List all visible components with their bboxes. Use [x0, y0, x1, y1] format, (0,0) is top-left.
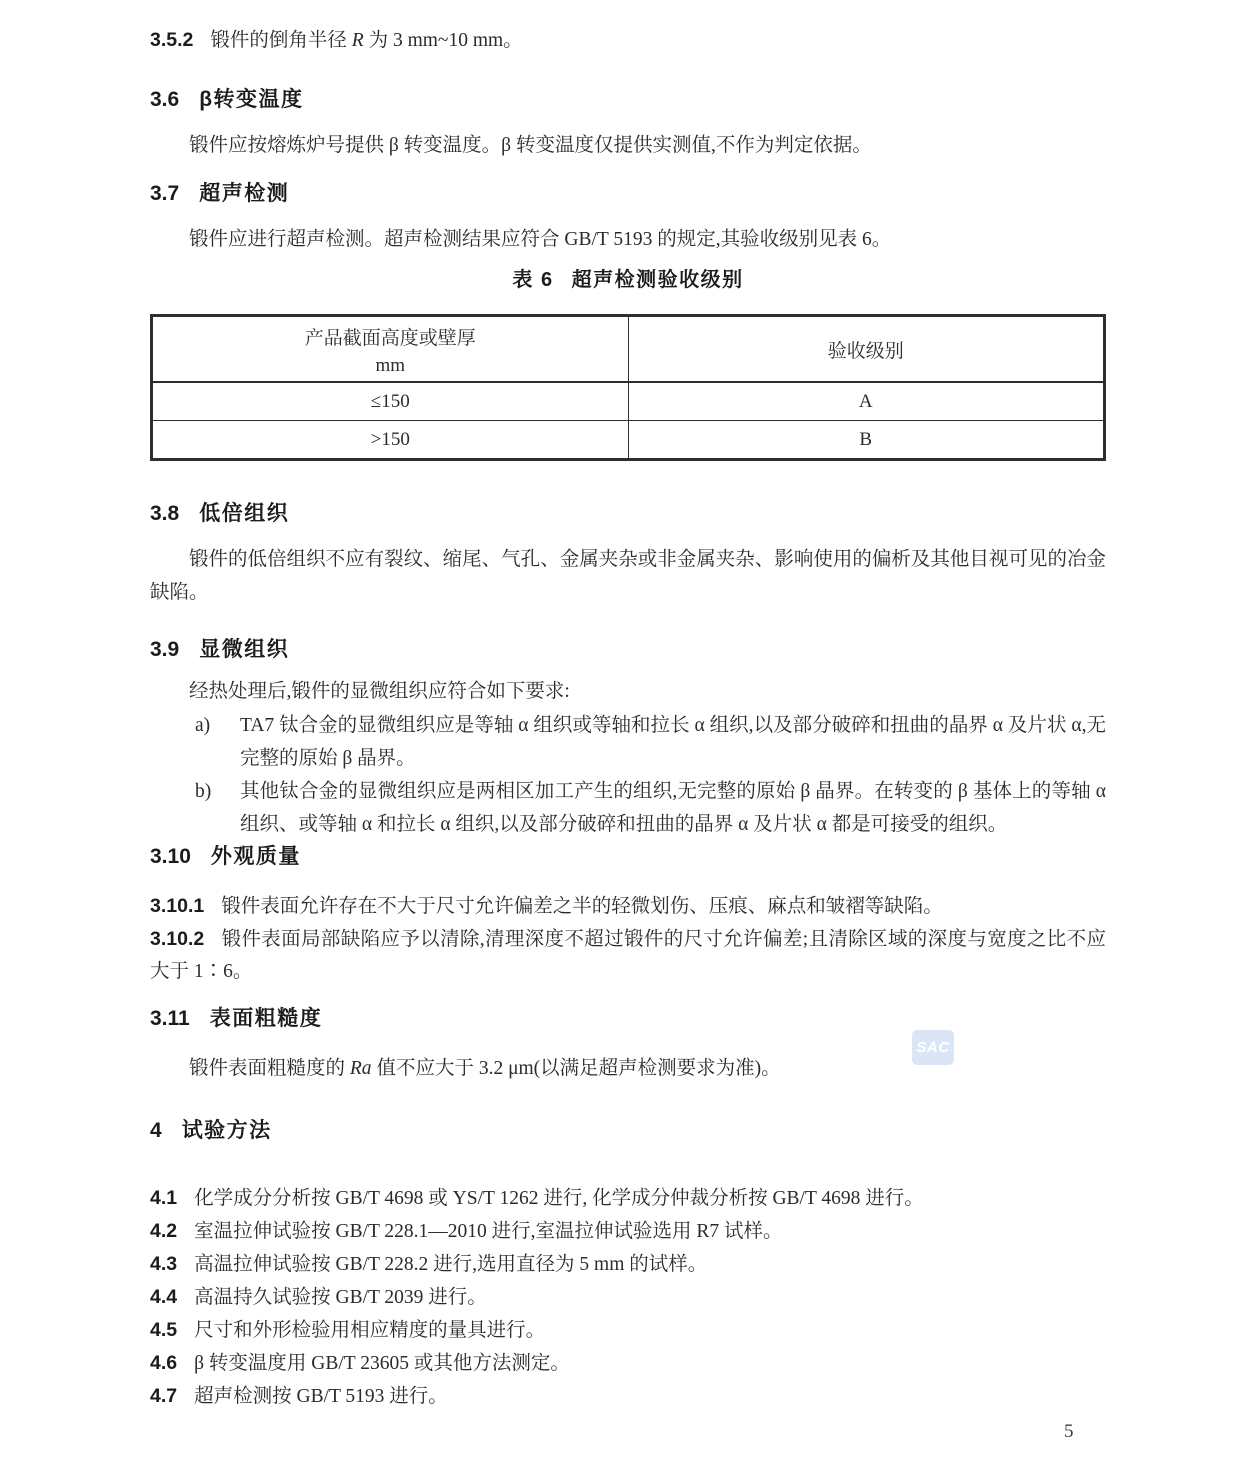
heading-number: 3.10	[150, 845, 191, 868]
clause-number: 4.7	[150, 1385, 178, 1407]
cell-grade-2: B	[628, 421, 1105, 460]
heading-3-8	[150, 501, 1106, 527]
heading-number: 3.9	[150, 638, 180, 661]
table-6-caption	[150, 267, 1106, 293]
heading-number: 3.6	[150, 88, 180, 111]
clause-4-5	[150, 1314, 1106, 1347]
table-caption-title: 超声检测验收级别	[571, 269, 744, 291]
heading-number: 3.11	[150, 1007, 190, 1030]
clause-text-pre: 锻件的倒角半径	[210, 30, 352, 51]
clause-4-1	[150, 1182, 1106, 1215]
clause-text: 室温拉伸试验按 GB/T 228.1—2010 进行,室温拉伸试验选用 R7 试样。	[194, 1221, 783, 1242]
clause-text-post: 为 3 mm~10 mm。	[363, 30, 523, 51]
clause-text: β 转变温度用 GB/T 23605 或其他方法测定。	[194, 1353, 570, 1374]
clause-4-7	[150, 1380, 1106, 1413]
clause-text	[210, 30, 522, 51]
clause-text: 尺寸和外形检验用相应精度的量具进行。	[194, 1320, 546, 1341]
cell-grade-1: A	[628, 382, 1105, 421]
table-header-row	[152, 316, 1105, 383]
list-item-b	[195, 775, 1106, 841]
heading-title: 试验方法	[181, 1119, 272, 1142]
para-3-7: 锻件应进行超声检测。超声检测结果应符合 GB/T 5193 的规定,其验收级别见表 6。	[189, 229, 892, 250]
para-text-post: 值不应大于 3.2 μm(以满足超声检测要求为准)。	[371, 1058, 781, 1079]
clause-3-5-2	[150, 24, 1106, 57]
clause-4-4	[150, 1281, 1106, 1314]
table-header-col2: 验收级别	[628, 316, 1105, 383]
variable-R: R	[351, 30, 364, 51]
heading-4	[150, 1118, 1106, 1144]
heading-title: 超声检测	[199, 182, 290, 205]
list-item-a	[195, 709, 1106, 775]
para-3-8: 锻件的低倍组织不应有裂纹、缩尾、气孔、金属夹杂或非金属夹杂、影响使用的偏析及其他目视可见的冶金缺陷。	[150, 549, 1106, 603]
para-text-pre: 锻件表面粗糙度的	[189, 1058, 350, 1079]
clause-number: 4.2	[150, 1220, 178, 1242]
heading-title: 低倍组织	[199, 502, 290, 525]
para-3-11	[150, 1052, 1106, 1085]
clause-number: 4.4	[150, 1286, 178, 1308]
page-number: 5	[1064, 1421, 1074, 1442]
heading-number: 3.8	[150, 502, 180, 525]
heading-title: 外观质量	[210, 845, 301, 868]
header-col1-unit: mm	[375, 355, 406, 376]
heading-number: 4	[150, 1119, 162, 1142]
table-row	[152, 382, 1105, 421]
list-text-b: 其他钛合金的显微组织应是两相区加工产生的组织,无完整的原始 β 晶界。在转变的 β 基体上的等轴 α 组织、或等轴 α 和拉长 α 组织,以及部分破碎和扭曲的晶界 α 及片状 α 都是可接受的组织。	[240, 781, 1106, 835]
list-text-a: TA7 钛合金的显微组织应是等轴 α 组织或等轴和拉长 α 组织,以及部分破碎和扭曲的晶界 α 及片状 α,无完整的原始 β 晶界。	[240, 715, 1106, 769]
clause-text: 锻件表面允许存在不大于尺寸允许偏差之半的轻微划伤、压痕、麻点和皱褶等缺陷。	[221, 896, 943, 917]
table-header-col1	[152, 316, 629, 383]
heading-title: 表面粗糙度	[209, 1007, 323, 1030]
clause-number: 4.6	[150, 1352, 178, 1374]
table-6	[150, 314, 1106, 461]
clause-number: 4.5	[150, 1319, 178, 1341]
table-caption-label: 表 6	[512, 269, 554, 291]
table-row	[152, 421, 1105, 460]
clause-text: 高温持久试验按 GB/T 2039 进行。	[194, 1287, 487, 1308]
clause-text: 超声检测按 GB/T 5193 进行。	[194, 1386, 448, 1407]
section-4-clauses	[150, 1182, 1106, 1413]
clause-3-10-2	[150, 923, 1106, 988]
sac-watermark-logo: SAC	[912, 1030, 954, 1065]
clause-text: 化学成分分析按 GB/T 4698 或 YS/T 1262 进行, 化学成分仲裁分析按 GB/T 4698 进行。	[194, 1188, 924, 1209]
heading-title: 显微组织	[199, 638, 290, 661]
heading-number: 3.7	[150, 182, 180, 205]
clause-number: 3.10.1	[150, 895, 205, 917]
clause-number: 3.5.2	[150, 29, 194, 51]
list-marker-a: a)	[195, 715, 211, 736]
heading-3-9	[150, 637, 1106, 663]
heading-3-6	[150, 87, 1106, 113]
clause-3-10-1	[150, 890, 1106, 923]
clause-4-6	[150, 1347, 1106, 1380]
heading-3-11	[150, 1006, 1106, 1032]
clause-4-3	[150, 1248, 1106, 1281]
cell-thickness-2: >150	[152, 421, 629, 460]
para-3-6: 锻件应按熔炼炉号提供 β 转变温度。β 转变温度仅提供实测值,不作为判定依据。	[189, 135, 872, 156]
para-3-9-intro: 经热处理后,锻件的显微组织应符合如下要求:	[189, 681, 570, 702]
cell-thickness-1: ≤150	[152, 382, 629, 421]
variable-Ra: Ra	[349, 1058, 372, 1079]
heading-3-7	[150, 181, 1106, 207]
heading-3-10	[150, 844, 1106, 870]
clause-number: 4.1	[150, 1187, 178, 1209]
list-marker-b: b)	[195, 781, 212, 802]
heading-title: β转变温度	[199, 88, 304, 111]
clause-number: 3.10.2	[150, 928, 205, 950]
clause-number: 4.3	[150, 1253, 178, 1275]
clause-4-2	[150, 1215, 1106, 1248]
clause-text: 高温拉伸试验按 GB/T 228.2 进行,选用直径为 5 mm 的试样。	[194, 1254, 708, 1275]
document-content	[150, 0, 1106, 1413]
header-col1-name: 产品截面高度或壁厚	[304, 328, 476, 349]
clause-text: 锻件表面局部缺陷应予以清除,清理深度不超过锻件的尺寸允许偏差;且清除区域的深度与宽度之比不应大于 1∶6。	[150, 929, 1106, 982]
